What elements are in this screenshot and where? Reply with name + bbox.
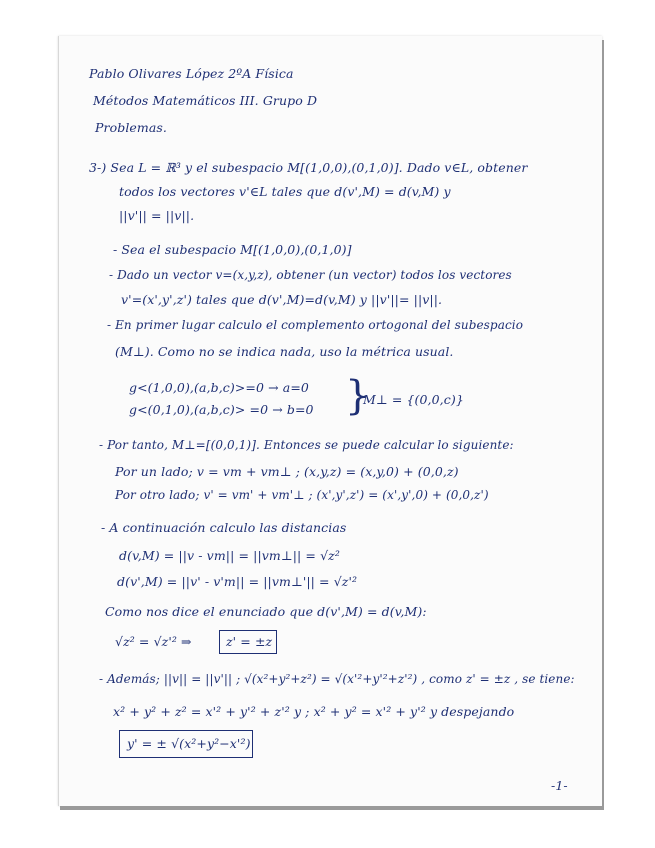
- intro-line-4: - En primer lugar calculo el complemento ortogonal del subespacio: [107, 318, 524, 332]
- brace-symbol: }: [345, 373, 371, 419]
- system-equation-2: g<(0,1,0),(a,b,c)> =0 → b=0: [129, 402, 314, 417]
- page-number: -1-: [551, 778, 568, 793]
- norms-line: - Además; ||v|| = ||v'|| ; √(x²+y²+z²) = √(x'²+y'²+z'²) , como z' = ±z , se tiene:: [99, 672, 575, 686]
- problem-statement-line-3: ||v'|| = ||v||.: [119, 208, 195, 223]
- final-answer: y' = ± √(x²+y²−x'²): [127, 736, 251, 751]
- course-line: Métodos Matemáticos III. Grupo D: [93, 93, 318, 108]
- paper-sheet: [58, 36, 602, 806]
- distance-v-prime: d(v',M) = ||v' - v'm|| = ||vm⊥'|| = √z'²: [117, 574, 358, 589]
- z-result: z' = ±z: [226, 634, 273, 649]
- intro-line-1: - Sea el subespacio M[(1,0,0),(0,1,0)]: [113, 242, 352, 257]
- problem-statement-line-2: todos los vectores v'∈L tales que d(v',M) = d(v,M) y: [119, 184, 451, 199]
- distances-intro: - A continuación calculo las distancias: [101, 520, 347, 535]
- system-equation-1: g<(1,0,0),(a,b,c)>=0 → a=0: [129, 380, 309, 395]
- author-line: Pablo Olivares López 2ºA Física: [89, 66, 294, 81]
- section-line: Problemas.: [95, 120, 168, 135]
- z-equation: √z² = √z'² ⇒: [115, 634, 192, 649]
- condition-line: Como nos dice el enunciado que d(v',M) = d(v,M):: [105, 604, 427, 619]
- intro-line-3: v'=(x',y',z') tales que d(v',M)=d(v,M) y ||v'||= ||v||.: [121, 292, 443, 307]
- distance-v: d(v,M) = ||v - vm|| = ||vm⊥|| = √z²: [119, 548, 340, 563]
- system-result: M⊥ = {(0,0,c)}: [363, 392, 464, 407]
- decomposition-line-2: Por un lado; v = vm + vm⊥ ; (x,y,z) = (x,y,0) + (0,0,z): [115, 464, 459, 479]
- expanded-line: x² + y² + z² = x'² + y'² + z'² y ; x² + y² = x'² + y'² y despejando: [113, 704, 515, 719]
- intro-line-5: (M⊥). Como no se indica nada, uso la métrica usual.: [115, 344, 454, 359]
- intro-line-2: - Dado un vector v=(x,y,z), obtener (un vector) todos los vectores: [109, 268, 512, 282]
- decomposition-line-3: Por otro lado; v' = vm' + vm'⊥ ; (x',y',z') = (x',y',0) + (0,0,z'): [115, 488, 489, 502]
- problem-statement-line-1: 3-) Sea L = ℝ³ y el subespacio M[(1,0,0),(0,1,0)]. Dado v∈L, obtener: [89, 160, 528, 175]
- decomposition-line-1: - Por tanto, M⊥=[(0,0,1)]. Entonces se puede calcular lo siguiente:: [99, 438, 514, 452]
